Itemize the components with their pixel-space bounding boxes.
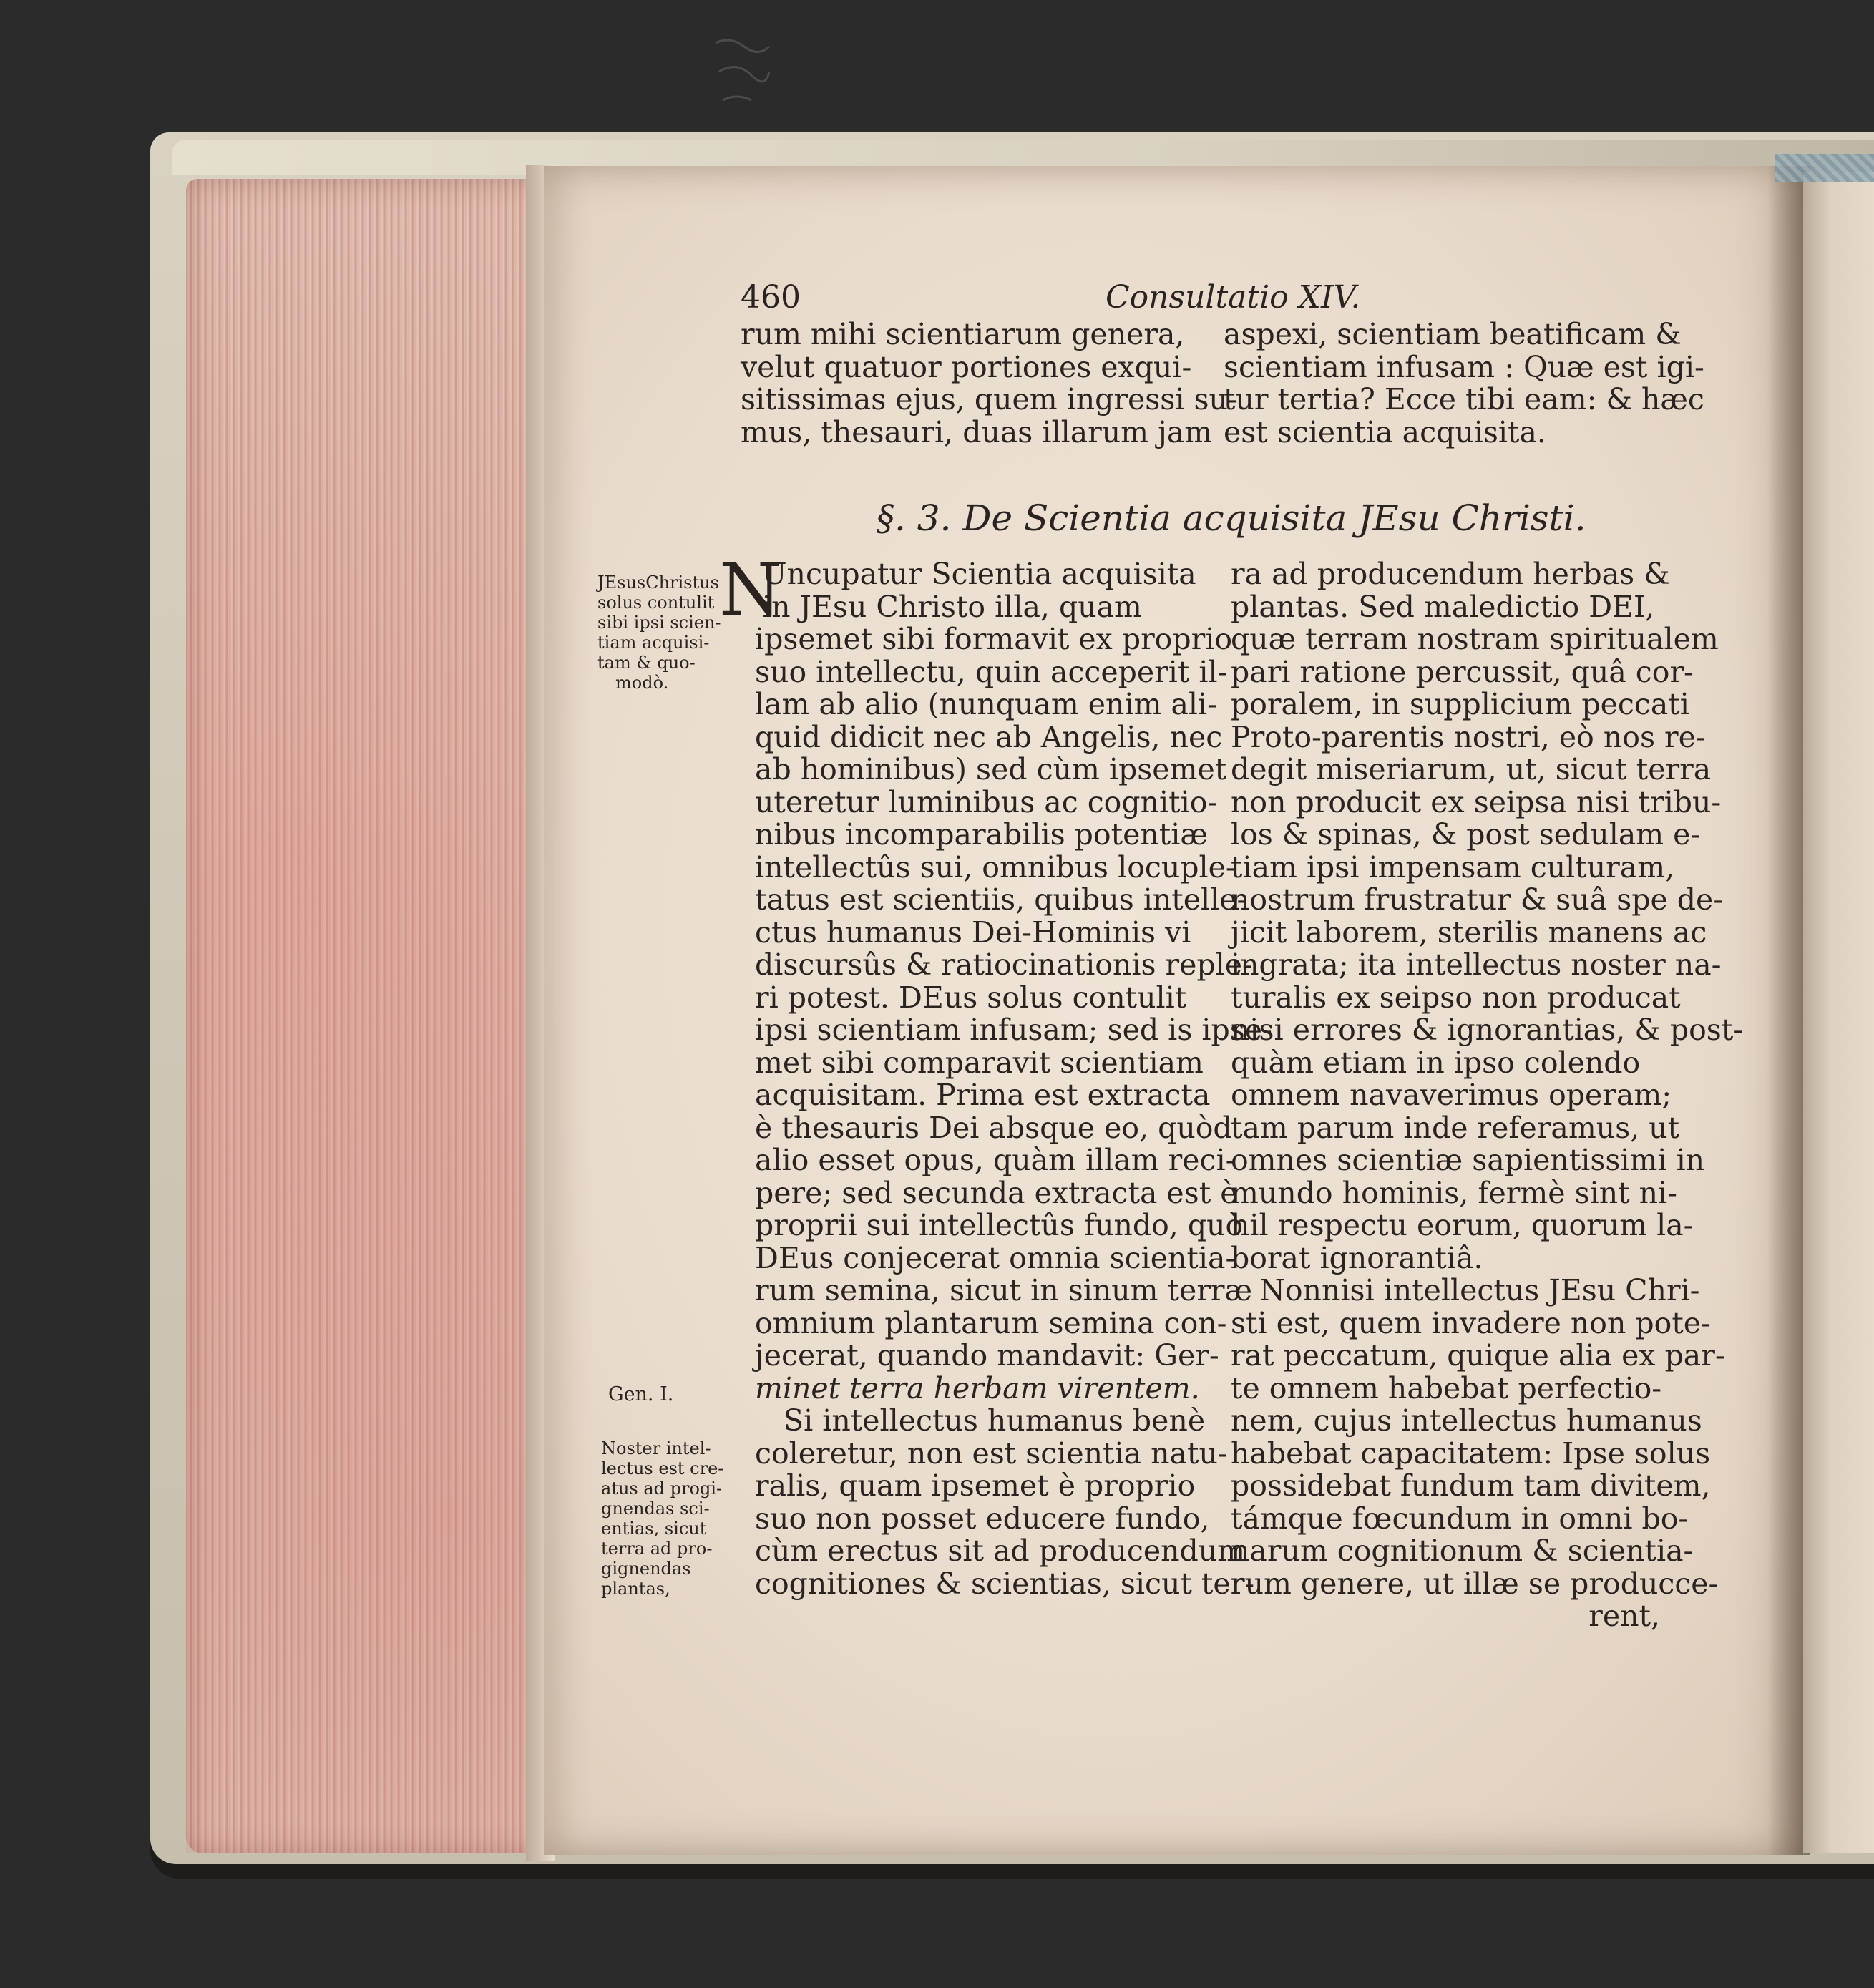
section-heading: §. 3. De Scientia acquisita JEsu Christi.	[877, 497, 1586, 539]
text-line: minet terra herbam virentem.	[755, 1370, 1200, 1405]
page-edges-red-sprinkled	[186, 179, 551, 1853]
text-line: DEus conjecerat omnia scientia-	[755, 1240, 1236, 1275]
text-line: met sibi comparavit scientiam	[755, 1045, 1204, 1080]
text-line: pari ratione percussit, quâ cor-	[1231, 654, 1694, 689]
margin-line: JEsusChristus	[597, 572, 719, 593]
text-line: turalis ex seipso non producat	[1231, 980, 1681, 1015]
text-line: ctus humanus Dei-Hominis vi	[755, 915, 1191, 950]
text-line: discursûs & ratiocinationis reple-	[755, 947, 1252, 982]
text-line: quid didicit nec ab Angelis, nec	[755, 719, 1223, 754]
text-line: in JEsu Christo illa, quam	[762, 589, 1142, 624]
text-line: lam ab alio (nunquam enim ali-	[755, 687, 1218, 721]
margin-note-intellectus	[601, 1438, 723, 1599]
text-line: Si intellectus humanus benè	[784, 1403, 1206, 1438]
text-line: omnem navaverimus operam;	[1231, 1078, 1672, 1112]
text-line: rent,	[1588, 1599, 1660, 1633]
text-line: tur tertia? Ecce tibi eam: & hæc	[1224, 382, 1704, 416]
text-line: omnium plantarum semina con-	[755, 1305, 1227, 1340]
text-line: rum mihi scientiarum genera,	[741, 317, 1185, 351]
text-line: alio esset opus, quàm illam reci-	[755, 1143, 1236, 1177]
margin-line: tiam acquisi-	[597, 633, 710, 653]
text-line: los & spinas, & post sedulam e-	[1231, 817, 1701, 852]
text-line: mus, thesauri, duas illarum jam	[741, 414, 1213, 449]
margin-line: modò.	[615, 673, 669, 693]
text-line: támque fœcundum in omni bo-	[1231, 1501, 1689, 1536]
text-line: degit miseriarum, ut, sicut terra	[1231, 752, 1712, 786]
text-line: sitissimas ejus, quem ingressi su-	[741, 382, 1238, 416]
text-line: nisi errores & ignorantias, & post-	[1231, 1013, 1744, 1047]
margin-line: lectus est cre-	[601, 1458, 724, 1478]
text-line: ri potest. DEus solus contulit	[755, 980, 1187, 1015]
text-line: jecerat, quando mandavit: Ger-	[755, 1338, 1219, 1373]
text-line: ab hominibus) sed cùm ipsemet	[755, 752, 1227, 786]
text-line: ingrata; ita intellectus noster na-	[1231, 947, 1722, 982]
running-title: Consultatio XIV.	[1106, 279, 1361, 316]
margin-note-jesus	[597, 572, 721, 693]
text-line: poralem, in supplicium peccati	[1231, 687, 1689, 721]
text-line: rat peccatum, quique alia ex par-	[1231, 1338, 1725, 1373]
left-column	[755, 557, 1272, 1601]
top-right-column	[1224, 317, 1704, 449]
pencil-scribble	[708, 29, 773, 114]
text-line: possidebat fundum tam divitem,	[1231, 1468, 1711, 1503]
text-line: coleretur, non est scientia natu-	[755, 1436, 1228, 1471]
text-line: suo intellectu, quin acceperit il-	[755, 654, 1228, 689]
text-line: uteretur luminibus ac cognitio-	[755, 784, 1218, 819]
margin-note-genesis: Gen. I.	[608, 1383, 674, 1405]
facing-page-edge	[1803, 172, 1874, 1853]
margin-line: terra ad pro-	[601, 1539, 713, 1559]
text-line: aspexi, scientiam beatificam &	[1224, 317, 1682, 351]
text-line: cognitiones & scientias, sicut ter-	[755, 1566, 1255, 1601]
text-line: intellectûs sui, omnibus locuple-	[755, 849, 1236, 885]
text-line: te omnem habebat perfectio-	[1231, 1370, 1662, 1405]
text-line: omnes scientiæ sapientissimi in	[1231, 1143, 1705, 1177]
margin-line: gnendas sci-	[601, 1499, 710, 1519]
text-line: ralis, quam ipsemet è proprio	[755, 1468, 1196, 1503]
text-line: tam parum inde referamus, ut	[1231, 1110, 1680, 1145]
text-line: narum cognitionum & scientia-	[1231, 1534, 1694, 1568]
text-line: proprii sui intellectûs fundo, quò	[755, 1208, 1244, 1242]
margin-line: atus ad progi-	[601, 1478, 723, 1499]
text-line: non producit ex seipsa nisi tribu-	[1231, 784, 1722, 819]
margin-line: entias, sicut	[601, 1519, 707, 1539]
page-number: 460	[741, 279, 801, 316]
headband	[1775, 154, 1874, 182]
text-line: Nonnisi intellectus JEsu Chri-	[1259, 1273, 1700, 1307]
text-line: rum genere, ut illæ se producce-	[1231, 1566, 1719, 1601]
text-line: tiam ipsi impensam culturam,	[1231, 849, 1675, 885]
text-line: è thesauris Dei absque eo, quòd	[755, 1110, 1232, 1145]
text-line: quæ terram nostram spiritualem	[1231, 622, 1719, 656]
text-line: pere; sed secunda extracta est è	[755, 1175, 1238, 1210]
right-column	[1231, 557, 1744, 1633]
text-line: mundo hominis, fermè sint ni-	[1231, 1175, 1678, 1210]
text-line: tatus est scientiis, quibus intelle-	[755, 882, 1247, 917]
text-line: sti est, quem invadere non pote-	[1231, 1305, 1711, 1340]
margin-line: sibi ipsi scien-	[597, 613, 721, 633]
text-line: scientiam infusam : Quæ est igi-	[1224, 349, 1704, 384]
text-line: rum semina, sicut in sinum terræ	[755, 1273, 1253, 1307]
text-line: velut quatuor portiones exqui-	[741, 349, 1192, 384]
text-line: quàm etiam in ipso colendo	[1231, 1045, 1641, 1080]
text-line: acquisitam. Prima est extracta	[755, 1078, 1211, 1112]
text-line: cùm erectus sit ad producendum	[755, 1534, 1246, 1568]
drop-cap: N	[719, 548, 782, 632]
text-line: nem, cujus intellectus humanus	[1231, 1403, 1702, 1438]
margin-line: gignendas	[601, 1559, 691, 1579]
margin-line: tam & quo-	[597, 653, 696, 673]
text-line: nibus incomparabilis potentiæ	[755, 817, 1208, 852]
text-line: plantas. Sed maledictio DEI,	[1231, 589, 1655, 624]
text-line: Proto-parentis nostri, eò nos re-	[1231, 719, 1706, 754]
text-line: habebat capacitatem: Ipse solus	[1231, 1436, 1711, 1471]
text-line: jicit laborem, sterilis manens ac	[1231, 915, 1707, 950]
text-line: ipsi scientiam infusam; sed is ipse-	[755, 1013, 1272, 1047]
text-line: ra ad producendum herbas &	[1231, 557, 1670, 591]
text-line: Uncupatur Scientia acquisita	[762, 557, 1196, 591]
top-left-column	[741, 317, 1238, 449]
margin-line: solus contulit	[597, 593, 715, 613]
text-line: nostrum frustratur & suâ spe de-	[1231, 882, 1724, 917]
text-line: borat ignorantiâ.	[1231, 1240, 1483, 1275]
margin-line: plantas,	[601, 1579, 670, 1599]
text-line: ipsemet sibi formavit ex proprio	[755, 622, 1233, 656]
text-line: est scientia acquisita.	[1224, 414, 1546, 449]
margin-line: Noster intel-	[601, 1438, 711, 1458]
text-line: suo non posset educere fundo,	[755, 1501, 1210, 1536]
text-line: hil respectu eorum, quorum la-	[1231, 1208, 1694, 1242]
